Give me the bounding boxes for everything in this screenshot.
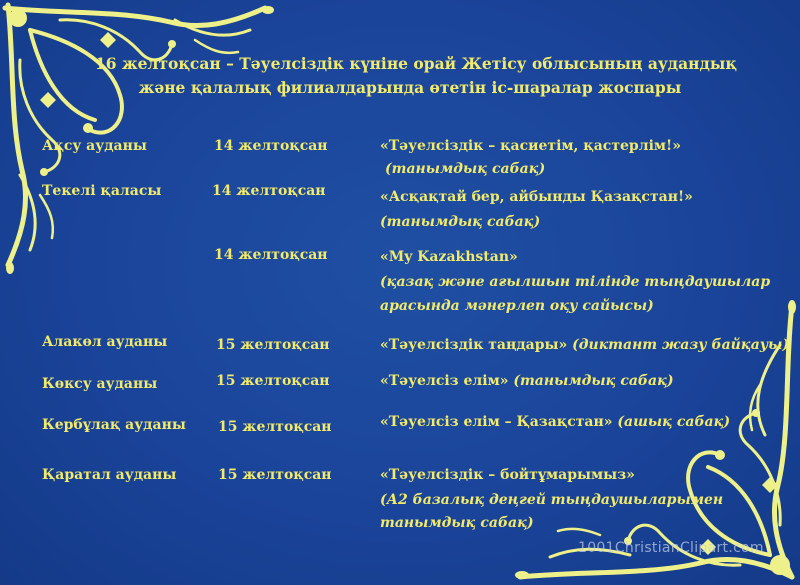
district-label: Қаратал ауданы <box>42 467 177 483</box>
district-label: Кербұлақ ауданы <box>42 417 186 433</box>
event-line <box>380 372 674 391</box>
district-label: Көксу ауданы <box>42 376 158 392</box>
event-note-line-2: арасында мәнерлеп оқу сайысы) <box>380 298 654 314</box>
event-date: 15 желтоқсан <box>218 467 332 483</box>
event-date: 15 желтоқсан <box>216 373 330 389</box>
event-date: 14 желтоқсан <box>214 247 328 263</box>
district-label: Ақсу ауданы <box>42 138 147 154</box>
event-title: «Тәуелсіздік таңдары» <box>380 337 568 353</box>
event-note-line-1: (А2 базалық деңгей тыңдаушыларымен <box>380 492 724 508</box>
event-date: 14 желтоқсан <box>214 138 328 154</box>
district-label: Алакөл ауданы <box>42 334 168 350</box>
event-note-line-1: (қазақ және ағылшын тілінде тыңдаушылар <box>380 274 771 290</box>
event-title: «Асқақтай бер, айбынды Қазақстан!» <box>380 189 693 205</box>
event-date: 15 желтоқсан <box>216 337 330 353</box>
event-title: «Тәуелсіздік – қасиетім, қастерлім!» <box>380 138 681 154</box>
event-note: (танымдық сабақ) <box>385 161 546 177</box>
title-line-1: 16 желтоқсан – Тәуелсіздік күніне орай Жетісу облысының аудандық <box>95 54 737 73</box>
page-title <box>95 52 737 100</box>
event-note: (танымдық сабақ) <box>380 214 541 230</box>
event-date: 14 желтоқсан <box>212 183 326 199</box>
event-title: «Тәуелсіздік – бойтұмарымыз» <box>380 467 635 483</box>
event-title: «My Kazakhstan» <box>380 249 518 265</box>
event-note-line-2: танымдық сабақ) <box>380 515 534 531</box>
event-note: (ашық сабақ) <box>617 414 731 430</box>
event-title: «Тәуелсіз елім» <box>380 373 509 389</box>
event-note: (танымдық сабақ) <box>513 373 674 389</box>
event-line <box>380 336 789 355</box>
event-line <box>380 413 730 432</box>
event-date: 15 желтоқсан <box>218 419 332 435</box>
event-note: (диктант жазу байқауы) <box>572 337 790 353</box>
watermark: 1001ChristianClipart.com <box>578 540 764 556</box>
district-label: Текелі қаласы <box>42 183 162 199</box>
title-line-2: және қалалық филиалдарында өтетін іс-шаралар жоспары <box>138 78 682 97</box>
event-title: «Тәуелсіз елім – Қазақстан» <box>380 414 613 430</box>
